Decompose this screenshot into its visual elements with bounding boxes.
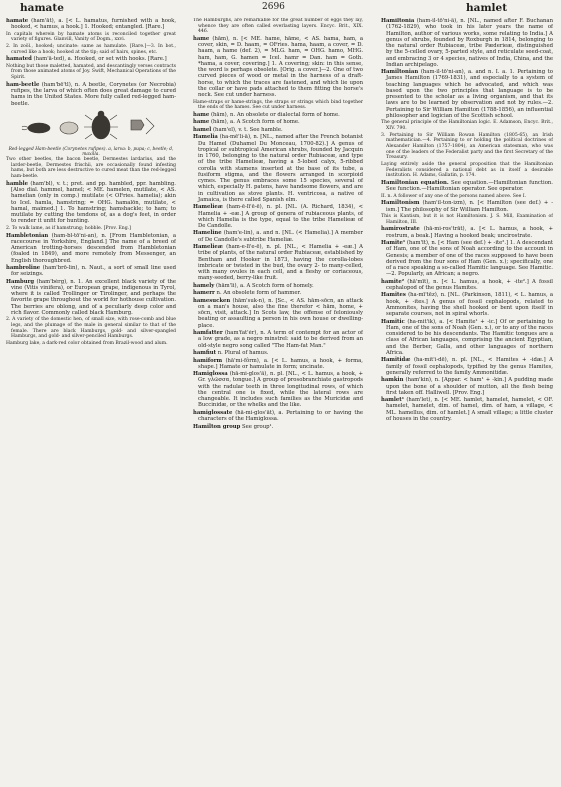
headword: hambroline xyxy=(6,264,41,271)
header-guide-word-left: hamate xyxy=(20,2,64,14)
dictionary-entry xyxy=(193,330,363,349)
headword: hamated xyxy=(6,56,32,63)
headword: Hamelieæ xyxy=(193,204,223,211)
dictionary-entry xyxy=(6,18,176,31)
entry-text: (hā'mi-fôrm), a. [< L. hamus, a hook, + forma, shape.] Hamate or hamulate in form; uncinate. xyxy=(198,357,363,370)
entry-text: (ham-il-tō'ni-an), a. and n. I. a. 1. Pertaining to James Hamilton (1769-1831), and especially to a system of teaching languages which he advocated, and which was based upon the two principles that language is to be presented to the scholar as a living organism, and that its laws are to be learned by observation and not by rules.—2. Pertaining to Sir William Hamilton (1788-1856), an influential philosopher and logician of the Scottish school. xyxy=(386,69,553,119)
dictionary-entry xyxy=(381,18,553,68)
headword: hamely xyxy=(193,282,215,289)
entry-continuation xyxy=(6,226,176,232)
headword: Hamitidæ xyxy=(381,357,411,364)
dictionary-entry xyxy=(193,358,363,371)
dictionary-entry xyxy=(381,319,553,357)
headword: hamel xyxy=(193,126,212,133)
entry-continuation xyxy=(6,341,176,347)
dictionary-entry xyxy=(381,279,553,292)
entry-text: (ham'ā-ted), a. Hooked, or set with hooks. [Rare.] xyxy=(33,56,167,63)
headword: hamiglossate xyxy=(193,409,233,416)
entry-text: (ham-e-lī'e-ē), n. pl. [NL., < Hamelia + -eæ.] A tribe of plants, of the natural order Rubiaceæ, established by Bentham and Hooker in 1873, having the corolla-lobes imbricate or twisted in the bud, the ovary 2- to many-celled, with many ovules in each cell, and a fleshy or coriaceous, many-seeded, berry-like fruit. xyxy=(198,244,363,282)
dictionary-entry xyxy=(193,36,363,99)
entry-text: Hamburg lake, a dark-red color obtained from Brazil-wood and alum. xyxy=(6,340,168,346)
headword: Hamitic xyxy=(381,318,405,325)
entry-continuation xyxy=(6,44,176,55)
entry-text: (ham'bėrg), n. 1. An excellent black variety of the vine (Vitis vinifera), or European grape, indigenous in Tyrol, where it is called Trollinger or Tirolinger, and perhaps the favorite grape throughout the world for hothouse cultivation. The berries are oblong, and of a peculiarly deep color and rich flavor. Commonly called black Hamburg. xyxy=(11,278,176,316)
entry-text: (ham'bē'tl), n. A beetle, Corynetes (or Necrobia) rufipes, the larva of which often does great damage to cured hams in the United States. More fully called red-legged ham-beetle. xyxy=(11,81,176,107)
entry-text: The Hamburghs, are remarkable for the great number of eggs they lay, whence they are often called everlasting layers. Encyc. Brit., XIX. 446. xyxy=(193,18,363,35)
dictionary-entry xyxy=(193,410,363,423)
headword: Hamiltonian equation. xyxy=(381,179,449,186)
dictionary-entry xyxy=(193,119,363,125)
entry-text: (ham'brō-lin), n. Naut., a sort of small line used for seizings. xyxy=(11,264,176,278)
entry-text: (ham-il-tō'ni-ä), n. [NL., named after F. Buchanan (1762-1829), who took in his later years the name of Hamilton, author of various works, some relating to India.] A genus of shrubs, founded by Roxburgh in 1814, belonging to the natural order Rubiaceæ, tribe Pæderieæ, distinguished by the 5-celled ovary, 5-parted style, and reticulate seed-coat, and embracing 3 or 4 species, natives of India, China, and the Indian archipelago. xyxy=(386,18,553,68)
entry-continuation xyxy=(6,32,176,43)
dictionary-entry xyxy=(381,240,553,278)
beetle-illustration-icon xyxy=(21,110,161,144)
dictionary-entry xyxy=(193,230,363,243)
column-3 xyxy=(381,18,553,784)
headword: hamble xyxy=(6,180,28,187)
headword: Hambletonian xyxy=(6,232,49,239)
dictionary-entry xyxy=(193,134,363,203)
headword: hamerr xyxy=(193,290,215,297)
entry-text: (ham'īt), n. [< Ham (see def.) + -ite².] 1. A descendant of Ham, one of the sons of Noah according to the account in Genesis; a member of one of the races supposed to have been derived from the four sons of Ham (Gen. x.); specifically, one of a race speaking a so-called Hamitic language. See Hamitic.—2. Popularly, an African; a negro. xyxy=(386,240,553,278)
dictionary-entry xyxy=(6,265,176,278)
dictionary-entry xyxy=(193,298,363,329)
dictionary-entry xyxy=(6,56,176,62)
entry-text: (ha-mī'tēz), n. [NL. (Parkinson, 1811), < L. hamus, a hook, + -ites.] A genus of fossil cephalopods, related to Ammonites, having the shell hooked or bent upon itself in separate courses, not in spiral whorls. xyxy=(386,292,553,318)
headword: Hamilton group xyxy=(193,423,241,430)
entry-text: Two other beetles, the bacon beetle, Dermestes lardarius, and the larder-beetle, Dermestes frischii, are occasionally found infesting hams, but both are less destructive to cured meat than the red-legged ham-beetle. xyxy=(6,157,176,180)
dictionary-entry xyxy=(193,112,363,118)
headword: hamite² xyxy=(381,278,405,285)
headword: Hamiltonian xyxy=(381,69,419,76)
entry-continuation xyxy=(193,100,363,111)
entry-text: (hā-mi-glos'āt), a. Pertaining to or having the characters of the Hamiglossa. xyxy=(198,409,363,423)
dictionary-entry xyxy=(381,69,553,119)
headword: Hamite¹ xyxy=(381,240,406,247)
entry-text: (ham'āt), a. [< L. hamatus, furnished with a hook, hooked, < hamus, a hook.] 1. Hooked; entangled. [Rare.] xyxy=(11,18,176,31)
headword: hame xyxy=(193,119,210,126)
headword: Hameline xyxy=(193,230,222,237)
dictionary-entry xyxy=(381,226,553,239)
dictionary-entry xyxy=(193,204,363,229)
headword: hamesucken xyxy=(193,297,231,304)
headword: Hamiltonia xyxy=(381,18,415,24)
entry-text: (hā-mi-glos'ä), n. pl. [NL., < L. hamus, a hook, + Gr. γλῶσσα, tongue.] A group of prosobranchiate gastropods with the radular teeth in three longitudinal rows, of which the central one is fixed, while the lateral rows are changeable. It includes such families as the Muricidæ and Buccinidæ, or the whelks and the like. xyxy=(198,371,363,409)
entry-text: (ham'kin), n. [Appar. < ham¹ + -kin.] A pudding made upon the bone of a shoulder of mutton, all the flesh being first taken off. Halliwell. [Prov. Eng.] xyxy=(386,377,553,396)
entry-text: (hām), n. An obsolete or dialectal form of home. xyxy=(210,112,340,119)
dictionary-entry xyxy=(193,350,363,356)
column-1 xyxy=(6,18,176,784)
dictionary-entry xyxy=(6,233,176,264)
headword: hame xyxy=(193,35,210,42)
entry-text: (ham'let), n. [< ME. hamlet, hamelet, hamelet, < OF. hamelet, hamelet, dim. of hamel, dim. of ham, a village, < ML. hamellus, dim. of hamlet.] A small village; a little cluster of houses in the country. xyxy=(386,397,553,422)
page-number: 2696 xyxy=(262,2,285,12)
dictionary-entry xyxy=(193,371,363,409)
headword: Hamites xyxy=(381,292,406,299)
figure-caption: Red-legged Ham-beetle (Corynetes rufipes). a, larva: b, pupa; c, beetle; d, maxilla. xyxy=(8,146,174,158)
entry-continuation xyxy=(381,133,553,161)
entry-text: The general principle of the Hamiltonian logic. E. Adamson, Encyc. Brit., XIV. 790. xyxy=(381,120,553,131)
entry-text: (hām), n. [< ME. hame, hāme, < AS. hama, ham, a cover, skin, = D. haam, = OFries. hama, haam, a cover, = D. haam, a hame (def. 2), = MLG. ham, = OHG. hamo, MHG. ham, ham, G. hamen = Icel. hamr = Dan. ham = Goth. *hama, a cover, covering.] 1. A covering; skin: in this sense, the word is perhaps obsolete. [Orig. a cover.]—2. One of two curved pieces of wood or metal in the harness of a draft-horse, to which the traces are fastened, and which lie upon the collar or have pads attached to them fitting the horse's neck. See cut under harness. xyxy=(198,35,363,99)
entry-text: Laying entirely aside the general proposition that the Hamiltonian Federalists considered a national debt as in itself a desirable institution. H. Adams, Gallatin, p. 174. xyxy=(381,161,553,179)
entry-text: n. An obsolete form of hammer. xyxy=(216,290,302,297)
entry-text: This is Kantism, but it is not Hamiltonism. J. S. Mill, Examination of Hamilton, III. xyxy=(381,214,553,225)
entry-text: 3. Pertaining to Sir William Rowan Hamilton (1805-65), an Irish mathematician.—4. Pertaining to or holding the political doctrines of Alexander Hamilton (1757-1804), an American statesman, who was one of the leaders of the Federalist party and the first Secretary of the Treasury. xyxy=(381,132,553,161)
entry-text: In capitals wherein by hamate atoms is reconciled together great variety of figures. Glanvill, Vanity of Dogm., xxvi. xyxy=(6,31,176,43)
dictionary-entry xyxy=(193,424,363,430)
entry-continuation xyxy=(381,194,553,200)
entry-text: (hā'mīt), n. [< L. hamus, a hook, + -ite².] A fossil cephalopod of the genus Hamites. xyxy=(386,278,553,292)
entry-text: Nothing but those maletted, hamated, and descantingly verses contracts from those animated atoms of Joy. Swift, Mechanical Operations of the Spirit. xyxy=(6,63,176,81)
entry-text: (ha-mē'li-ä), n. [NL., named after the French botanist Du Hamel (Duhamel Du Monceau, 1700-82).] A genus of tropical or subtropical American shrubs, founded by Jacquin in 1760, belonging to the natural order Rubiaceæ, and type of the tribe Hamelieæ, having a 5-lobed calyx, 5-ribbed corolla with stamens inserted at the base of its tube, a fusiform stigma, and the flowers arranged in scorpioid cymes. The genus embraces some 15 species, several of which, especially H. patens, have handsome flowers, and are in cultivation as stove plants. H. ventricosa, a native of Jamaica, is there called Spanish elm. xyxy=(198,134,363,203)
headword: Hamelia xyxy=(193,134,218,141)
entry-text: (ha-mit'i-dē), n. pl. [NL., < Hamites + -idæ.] A family of fossil cephalopods, typified by the genus Hamites, generally referred to the family Ammonitidæ. xyxy=(386,357,553,376)
entry-continuation xyxy=(193,18,363,35)
entry-continuation xyxy=(381,214,553,225)
entry-text: 2. To walk lame, as if hamstrung; hobble. [Prov. Eng.] xyxy=(6,225,131,231)
dictionary-entry xyxy=(381,397,553,422)
entry-text: (ham'fat'ėr), n. A term of contempt for an actor of a low grade, as a negro minstrel: said to be derived from an old-style negro song called "The Ham-fat Man." xyxy=(198,330,363,349)
headword: hamfiut xyxy=(193,350,217,357)
entry-text: (hā-mi-ros'trāt), a. [< L. hamus, a hook, + rostrum, a beak.] Having a hooked beak; uncirostrate. xyxy=(386,226,553,239)
entry-continuation xyxy=(381,162,553,179)
dictionary-entry xyxy=(6,82,176,107)
entry-text: II. n. A follower of any one of the persons named above. See I. xyxy=(381,193,527,199)
entry-text: (hām), a. A Scotch form of home. xyxy=(210,119,300,126)
headword: hamiform xyxy=(193,357,223,364)
headword: ham-beetle xyxy=(6,81,40,88)
entry-continuation xyxy=(6,64,176,81)
entry-text: 2. In zoöl., hooked; uncinate: same as hamulate. [Rare.]—3. In bot., curved like a hook; hooked at the tip; said of hairs, spines, etc. xyxy=(6,44,176,55)
dictionary-entry xyxy=(193,244,363,282)
entry-text: 2. A variety of the domestic hen, of small size, with rose-comb and blue legs, and the plumage of the male in general similar to that of the female. There are black Hamburgs, gold- and silver-spangled Hamburgs, and gold- and silver-penciled Hamburgs. xyxy=(6,317,176,340)
dictionary-entry xyxy=(193,290,363,296)
entry-text: (ha-mit'ik), a. [< Hamite¹ + -ic.] Of or pertaining to Ham, one of the sons of Noah (Gen. x.), or to any of the races considered to be his descendants. The Hamitic tongues are a class of African languages, comprising the ancient Egyptian, and the Berber, Galla, and other languages of northern Africa. xyxy=(386,318,553,356)
entry-text: n. Plural of hamus. xyxy=(217,350,269,357)
dictionary-entry xyxy=(381,292,553,317)
entry-text: See group¹. xyxy=(242,423,274,430)
headword: Hamelieæ xyxy=(193,244,223,251)
entry-continuation xyxy=(6,157,176,179)
entry-text: (ham'e-lin), a. and n. [NL. (< Hamelia).] A member of De Candolle's subtribe Hameliæ. xyxy=(198,230,363,243)
header-guide-word-right: hamlet xyxy=(466,2,508,14)
entry-text: (ham-bl-tō'ni-an), n. [From Hambletonian, a racecourse in Yorkshire, England.] The name of a breed of American trotting-horses descended from Hambletonian (foaled in 1849), and more remotely from Messenger, an English thoroughbred. xyxy=(11,232,176,264)
entry-text: (ham'bl), v. t.; pret. and pp. hambled, ppr. hambling. [Also dial. hammel, hamel; < ME. hamelen, mutilate, < AS. hamelian (only in comp.) mutilate (< OFries. hamelia); akin to Icel. hamla, hamstring; = OHG. hamalōn, mutilate, < hamal, maimed.] 1. To hamstring; hamshackle; to ham; to mutilate by cutting the tendons of, as a dog's feet, in order to render it unfit for hunting. xyxy=(11,180,176,225)
headword: Hamiltonism xyxy=(381,200,420,207)
entry-text: Hame-straps or hame-strings, the straps or strings which bind together the ends of the hames. See cut under harness. xyxy=(193,99,363,111)
entry-text: (hām'li), a. A Scotch form of homely. xyxy=(216,282,314,289)
headword: hamate xyxy=(6,18,29,24)
entry-continuation xyxy=(381,120,553,131)
headword: Hamiglossa xyxy=(193,371,228,378)
beetle-figure xyxy=(6,110,176,144)
headword: hamlet¹ xyxy=(381,397,405,404)
headword: hame xyxy=(193,112,210,119)
dictionary-entry xyxy=(6,181,176,225)
entry-text: (ham-ē-lī'ē-ē), n. pl. [NL. (A. Richard, 1834), < Hamelia + -eæ.] A group of genera of rubiaceous plants, of which Hamelia is the type, equal to the tribe Hamelieæ of De Candolle. xyxy=(198,204,363,230)
dictionary-entry xyxy=(6,279,176,317)
entry-text: (hām'suk-n), n. [Sc., < AS. hām-sōcn, an attack on a man's house, also the fine therefor < hām, home, + sōcn, visit, attack.] In Scots law, the offense of feloniously beating or assaulting a person in his own house or dwelling-place. xyxy=(198,297,363,329)
column-2 xyxy=(193,18,363,784)
dictionary-entry xyxy=(193,127,363,133)
headword: hamkin xyxy=(381,377,404,384)
headword: hamirostrate xyxy=(381,226,420,233)
dictionary-entry xyxy=(381,357,553,376)
entry-text: (ham'il-ton-izm), n. [< Hamilton (see def.) + -ism.] The philosophy of Sir William Hamilton. xyxy=(386,200,553,213)
entry-continuation xyxy=(6,317,176,339)
entry-text: (ham'el), v. t. See hamble. xyxy=(212,126,283,133)
entry-text: See equation.—Hamiltonian function. See function.—Hamiltonian operator. See operator. xyxy=(386,179,553,193)
dictionary-entry xyxy=(381,200,553,213)
headword: hamfatter xyxy=(193,330,223,337)
dictionary-entry xyxy=(381,180,553,193)
headword: Hamburg xyxy=(6,278,35,285)
dictionary-entry xyxy=(381,377,553,396)
dictionary-entry xyxy=(193,283,363,289)
